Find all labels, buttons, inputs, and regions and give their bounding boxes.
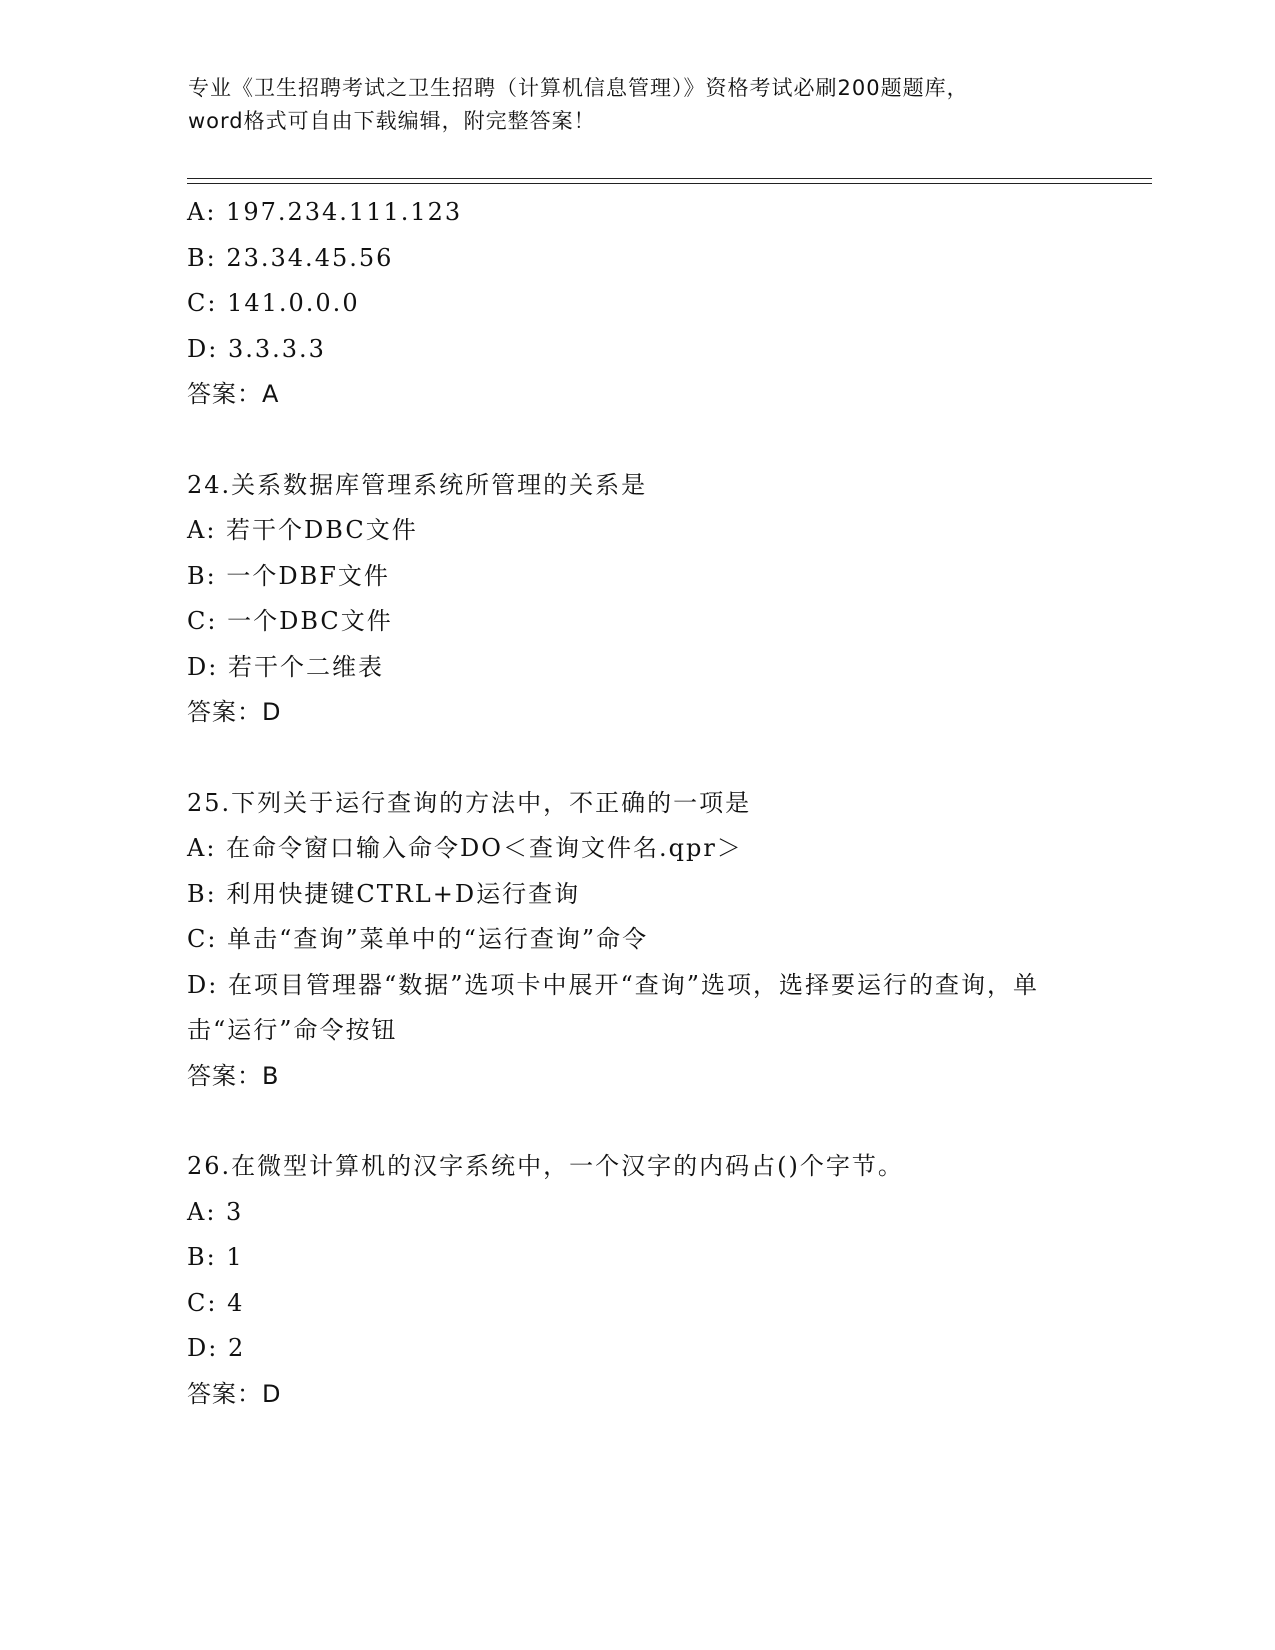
question-text: 25.下列关于运行查询的方法中，不正确的一项是 xyxy=(187,788,752,817)
answer-line: 答案：A xyxy=(187,380,280,408)
answer-line: 答案：D xyxy=(187,1379,282,1408)
header-title-line-1: 专业《卫生招聘考试之卫生招聘（计算机信息管理）》资格考试必刷200题题库， xyxy=(188,76,969,100)
spacer xyxy=(187,1099,1087,1144)
option-d: D: 若干个二维表 xyxy=(187,652,384,681)
header-divider-top xyxy=(187,178,1152,179)
question-24 xyxy=(187,463,1087,736)
option-c: C: 一个DBC文件 xyxy=(187,607,393,635)
header-title-line-2: word格式可自由下载编辑，附完整答案！ xyxy=(188,109,596,133)
option-b: B: 利用快捷键CTRL+D运行查询 xyxy=(187,879,581,908)
option-d: D: 3.3.3.3 xyxy=(187,334,326,363)
spacer xyxy=(187,736,1087,781)
option-b: B: 1 xyxy=(187,1243,244,1271)
answer-line: 答案：B xyxy=(187,1061,280,1090)
option-d: D: 在项目管理器“数据”选项卡中展开“查询”选项，选择要运行的查询，单击“运行”命令按钮 xyxy=(187,970,1040,1044)
option-b: B: 23.34.45.56 xyxy=(187,243,394,272)
question-23 xyxy=(187,190,1087,418)
spacer xyxy=(187,418,1087,463)
question-text: 26.在微型计算机的汉字系统中，一个汉字的内码占()个字节。 xyxy=(187,1152,904,1180)
option-a: A: 3 xyxy=(187,1197,244,1226)
option-c: C: 单击“查询”菜单中的“运行查询”命令 xyxy=(187,925,649,953)
answer-line: 答案：D xyxy=(187,698,282,726)
option-a: A: 在命令窗口输入命令DO＜查询文件名.qpr＞ xyxy=(187,834,743,862)
option-a: A: 197.234.111.123 xyxy=(187,198,463,226)
option-d: D: 2 xyxy=(187,1334,246,1362)
document-header xyxy=(188,72,1088,138)
option-c: C: 141.0.0.0 xyxy=(187,289,360,317)
question-26 xyxy=(187,1144,1087,1417)
option-a: A: 若干个DBC文件 xyxy=(187,516,418,544)
question-25 xyxy=(187,781,1087,1100)
question-text: 24.关系数据库管理系统所管理的关系是 xyxy=(187,470,648,499)
question-list xyxy=(187,190,1087,1417)
option-c: C: 4 xyxy=(187,1288,245,1317)
option-b: B: 一个DBF文件 xyxy=(187,561,390,590)
header-divider-bottom xyxy=(187,183,1152,184)
